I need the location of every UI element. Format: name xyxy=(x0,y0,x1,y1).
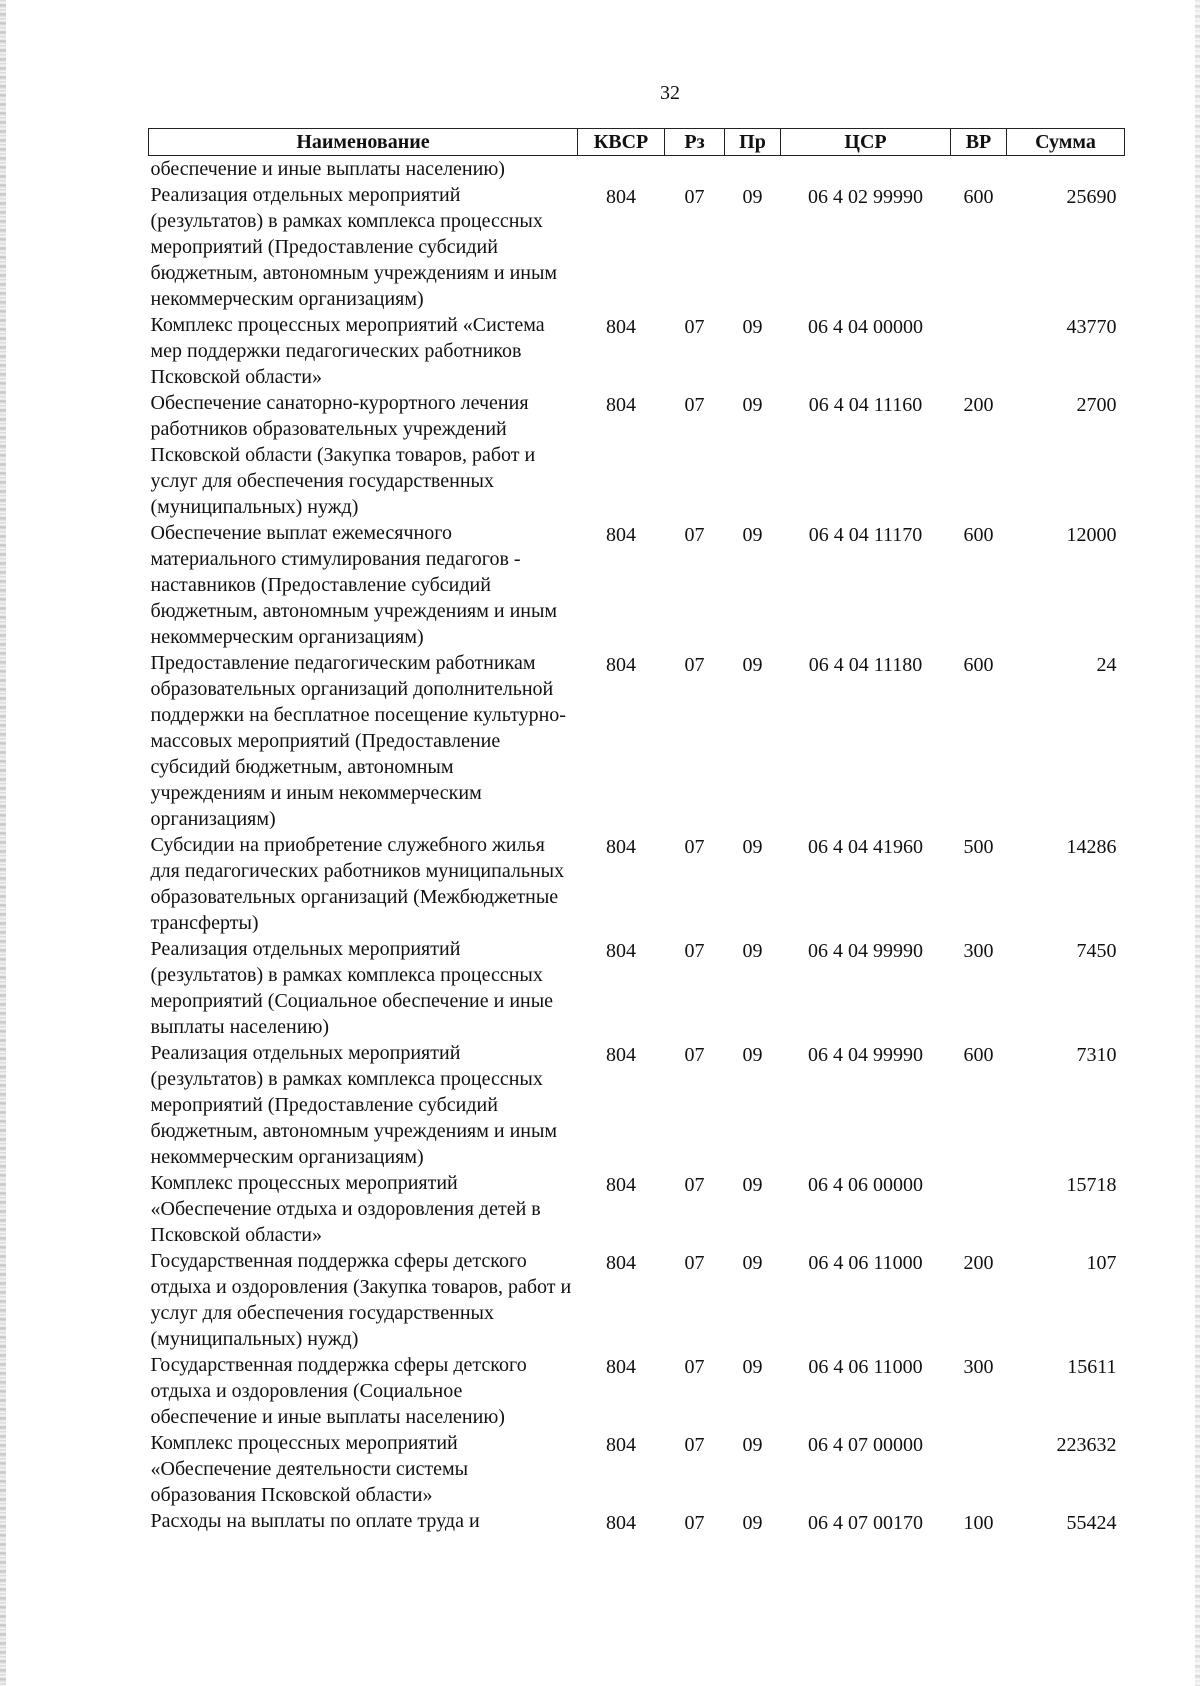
cell-pr: 09 xyxy=(742,1512,763,1534)
cell-pr: 09 xyxy=(742,1044,763,1066)
table-row xyxy=(149,650,1125,832)
cell-rz: 07 xyxy=(684,524,705,546)
cell-name: Государственная поддержка сферы детского отдыха и оздоровления (Социальное обеспечение и иные выплаты населению) xyxy=(150,1354,527,1428)
cell-pr: 09 xyxy=(742,1174,763,1196)
cell-rz: 07 xyxy=(684,1512,705,1534)
cell-rz: 07 xyxy=(684,1174,705,1196)
cell-csr: 06 4 06 00000 xyxy=(808,1174,923,1196)
cell-rz: 07 xyxy=(684,1252,705,1274)
cell-name: Комплекс процессных мероприятий «Система мер поддержки педагогических работников Псковской области» xyxy=(150,314,545,388)
table-row xyxy=(149,182,1125,312)
cell-csr: 06 4 04 11180 xyxy=(808,654,923,676)
header-name: Наименование xyxy=(149,129,578,156)
cell-name: Субсидии на приобретение служебного жилья для педагогических работников муниципальных образовательных организаций (Межбюджетные трансферты) xyxy=(150,834,565,934)
cell-vr: 200 xyxy=(963,394,994,416)
cell-pr: 09 xyxy=(742,394,763,416)
cell-sum: 15718 xyxy=(1066,1174,1117,1196)
cell-pr: 09 xyxy=(742,940,763,962)
cell-vr: 300 xyxy=(963,1356,994,1378)
table-row xyxy=(149,832,1125,936)
cell-sum xyxy=(1007,156,1125,183)
cell-csr: 06 4 07 00000 xyxy=(808,1434,923,1456)
cell-name: Расходы на выплаты по оплате труда и xyxy=(150,1510,480,1532)
cell-name: Реализация отдельных мероприятий (результатов) в рамках комплекса процессных мероприятий (Предоставление субсидий бюджетным, автономным учреждениям и иным некоммерческим организациям) xyxy=(150,184,558,310)
cell-name: Реализация отдельных мероприятий (результатов) в рамках комплекса процессных мероприятий (Социальное обеспечение и иные выплаты населению) xyxy=(150,938,554,1038)
cell-rz: 07 xyxy=(684,186,705,208)
cell-kvsr: 804 xyxy=(606,940,636,962)
cell-sum: 2700 xyxy=(1076,394,1117,416)
table-row xyxy=(149,156,1125,183)
cell-csr: 06 4 04 11170 xyxy=(808,524,923,546)
cell-pr xyxy=(725,156,781,183)
cell-rz: 07 xyxy=(684,394,705,416)
cell-sum: 43770 xyxy=(1066,316,1117,338)
cell-csr: 06 4 02 99990 xyxy=(808,186,923,208)
cell-name: Государственная поддержка сферы детского отдыха и оздоровления (Закупка товаров, работ и услуг для обеспечения государственных (муниципальных) нужд) xyxy=(150,1250,572,1350)
table-header xyxy=(149,129,1125,156)
cell-name: Комплекс процессных мероприятий «Обеспечение отдыха и оздоровления детей в Псковской области» xyxy=(150,1172,541,1246)
table-row xyxy=(149,1248,1125,1352)
table-row xyxy=(149,1508,1125,1536)
cell-kvsr: 804 xyxy=(606,394,636,416)
table-body xyxy=(149,156,1125,1537)
page-number: 32 xyxy=(660,82,680,104)
cell-rz: 07 xyxy=(684,1044,705,1066)
cell-sum: 24 xyxy=(1096,654,1117,676)
cell-kvsr: 804 xyxy=(606,524,636,546)
cell-sum: 107 xyxy=(1086,1252,1117,1274)
cell-csr: 06 4 04 99990 xyxy=(808,940,923,962)
cell-sum: 14286 xyxy=(1066,836,1117,858)
header-row xyxy=(149,129,1125,156)
table-row xyxy=(149,312,1125,390)
cell-vr: 100 xyxy=(963,1512,994,1534)
cell-pr: 09 xyxy=(742,654,763,676)
cell-pr: 09 xyxy=(742,836,763,858)
cell-pr: 09 xyxy=(742,316,763,338)
cell-rz: 07 xyxy=(684,1434,705,1456)
header-csr: ЦСР xyxy=(781,129,951,156)
cell-csr: 06 4 04 00000 xyxy=(808,316,923,338)
table-row xyxy=(149,936,1125,1040)
table-row xyxy=(149,1430,1125,1508)
cell-name: Предоставление педагогическим работникам образовательных организаций дополнительной поддержки на бесплатное посещение культурно-массовых мероприятий (Предоставление субсидий бюджетным, автономным учреждениям и иным некоммерческим организациям) xyxy=(150,652,566,830)
budget-table xyxy=(148,128,1125,1536)
cell-sum: 25690 xyxy=(1066,186,1117,208)
cell-vr: 600 xyxy=(963,186,994,208)
cell-vr: 500 xyxy=(963,836,994,858)
cell-vr: 600 xyxy=(963,1044,994,1066)
cell-rz: 07 xyxy=(684,316,705,338)
table-row xyxy=(149,390,1125,520)
scan-edge-left xyxy=(0,0,6,1686)
cell-sum: 12000 xyxy=(1066,524,1117,546)
table-row xyxy=(149,1352,1125,1430)
cell-vr: 600 xyxy=(963,524,994,546)
cell-rz xyxy=(665,156,725,183)
cell-csr: 06 4 06 11000 xyxy=(808,1252,923,1274)
cell-kvsr: 804 xyxy=(606,654,636,676)
cell-kvsr: 804 xyxy=(606,1434,636,1456)
table-row xyxy=(149,1040,1125,1170)
cell-vr xyxy=(951,1170,1007,1248)
budget-table-container xyxy=(148,128,1124,1536)
scan-edge-right xyxy=(1195,0,1200,1686)
cell-csr xyxy=(781,156,951,183)
cell-name: Обеспечение выплат ежемесячного материального стимулирования педагогов - наставников (Предоставление субсидий бюджетным, автономным учреждениям и иным некоммерческим организациям) xyxy=(150,522,558,648)
cell-rz: 07 xyxy=(684,836,705,858)
cell-csr: 06 4 06 11000 xyxy=(808,1356,923,1378)
cell-kvsr: 804 xyxy=(606,1252,636,1274)
cell-kvsr: 804 xyxy=(606,1512,636,1534)
cell-name: Реализация отдельных мероприятий (результатов) в рамках комплекса процессных мероприятий (Предоставление субсидий бюджетным, автономным учреждениям и иным некоммерческим организациям) xyxy=(150,1042,558,1168)
table-row xyxy=(149,1170,1125,1248)
cell-kvsr: 804 xyxy=(606,1174,636,1196)
header-rz: Рз xyxy=(665,129,725,156)
cell-sum: 7450 xyxy=(1076,940,1117,962)
cell-csr: 06 4 07 00170 xyxy=(808,1512,923,1534)
cell-vr: 600 xyxy=(963,654,994,676)
cell-name: Обеспечение санаторно-курортного лечения работников образовательных учреждений Псковской области (Закупка товаров, работ и услуг для обеспечения государственных (муниципальных) нужд) xyxy=(150,392,536,518)
cell-csr: 06 4 04 99990 xyxy=(808,1044,923,1066)
cell-pr: 09 xyxy=(742,1434,763,1456)
cell-sum: 223632 xyxy=(1056,1434,1117,1456)
cell-rz: 07 xyxy=(684,654,705,676)
cell-name: обеспечение и иные выплаты населению) xyxy=(150,158,505,180)
cell-vr: 300 xyxy=(963,940,994,962)
cell-sum: 15611 xyxy=(1067,1356,1117,1378)
header-vr: ВР xyxy=(951,129,1007,156)
cell-csr: 06 4 04 11160 xyxy=(808,394,923,416)
cell-pr: 09 xyxy=(742,186,763,208)
cell-pr: 09 xyxy=(742,1356,763,1378)
cell-vr xyxy=(951,156,1007,183)
cell-sum: 7310 xyxy=(1076,1044,1117,1066)
cell-vr: 200 xyxy=(963,1252,994,1274)
cell-pr: 09 xyxy=(742,524,763,546)
table-row xyxy=(149,520,1125,650)
cell-vr xyxy=(951,1430,1007,1508)
cell-kvsr: 804 xyxy=(606,186,636,208)
cell-sum: 55424 xyxy=(1066,1512,1117,1534)
header-pr: Пр xyxy=(725,129,781,156)
cell-kvsr: 804 xyxy=(606,836,636,858)
cell-kvsr: 804 xyxy=(606,1356,636,1378)
header-kvsr: КВСР xyxy=(578,129,665,156)
cell-rz: 07 xyxy=(684,940,705,962)
cell-kvsr: 804 xyxy=(606,316,636,338)
cell-csr: 06 4 04 41960 xyxy=(808,836,923,858)
cell-kvsr: 804 xyxy=(606,1044,636,1066)
cell-vr xyxy=(951,312,1007,390)
cell-pr: 09 xyxy=(742,1252,763,1274)
cell-kvsr xyxy=(578,156,665,183)
header-sum: Сумма xyxy=(1007,129,1125,156)
cell-rz: 07 xyxy=(684,1356,705,1378)
cell-name: Комплекс процессных мероприятий «Обеспечение деятельности системы образования Псковской области» xyxy=(150,1432,469,1506)
